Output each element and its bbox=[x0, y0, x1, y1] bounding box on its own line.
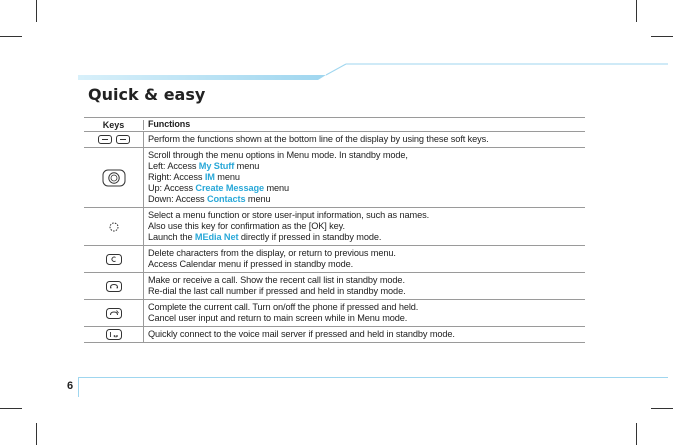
description-line bbox=[148, 172, 585, 183]
description-line bbox=[148, 221, 585, 232]
navigation-key-icon bbox=[84, 148, 144, 207]
functions-column-header: Functions bbox=[148, 119, 191, 129]
row-description bbox=[144, 327, 585, 342]
description-text: Up: Access bbox=[148, 183, 196, 193]
description-text: directly if pressed in standby mode. bbox=[238, 232, 382, 242]
crop-mark bbox=[36, 0, 37, 22]
table-row bbox=[84, 148, 585, 208]
description-line bbox=[148, 134, 585, 145]
crop-mark bbox=[0, 408, 22, 409]
send-key-icon bbox=[84, 273, 144, 299]
description-line bbox=[148, 232, 585, 243]
description-text: Select a menu function or store user-input information, such as names. bbox=[148, 210, 430, 220]
ok-key-icon bbox=[84, 208, 144, 245]
description-line bbox=[148, 275, 585, 286]
description-text: Quickly connect to the voice mail server if pressed and held in standby mode. bbox=[148, 329, 455, 339]
crop-mark bbox=[651, 408, 673, 409]
footer-rule bbox=[78, 377, 668, 378]
description-text: Access Calendar menu if pressed in standby mode. bbox=[148, 259, 354, 269]
footer-divider bbox=[78, 377, 79, 397]
description-text: Cancel user input and return to main screen while in Menu mode. bbox=[148, 313, 408, 323]
crop-mark bbox=[0, 36, 22, 37]
row-description bbox=[144, 148, 585, 207]
description-line bbox=[148, 286, 585, 297]
description-text: Left: Access bbox=[148, 161, 199, 171]
description-text: menu bbox=[245, 194, 271, 204]
description-text: Delete characters from the display, or return to previous menu. bbox=[148, 248, 396, 258]
row-description bbox=[144, 132, 585, 147]
description-line bbox=[148, 210, 585, 221]
header-band bbox=[78, 62, 668, 80]
table-row bbox=[84, 327, 585, 343]
voicemail-key-icon bbox=[84, 327, 144, 342]
description-line bbox=[148, 161, 585, 172]
description-line bbox=[148, 259, 585, 270]
description-text: Right: Access bbox=[148, 172, 205, 182]
description-line bbox=[148, 194, 585, 205]
description-text: Scroll through the menu options in Menu mode. In standby mode, bbox=[148, 150, 408, 160]
description-text: Launch the bbox=[148, 232, 195, 242]
menu-name-highlight: Contacts bbox=[206, 194, 246, 204]
description-line bbox=[148, 329, 585, 340]
description-text: Make or receive a call. Show the recent call list in standby mode. bbox=[148, 275, 405, 285]
row-description bbox=[144, 246, 585, 272]
description-text: menu bbox=[264, 183, 290, 193]
row-description bbox=[144, 300, 585, 326]
menu-name-highlight: IM bbox=[204, 172, 215, 182]
description-line bbox=[148, 248, 585, 259]
description-text: menu bbox=[214, 172, 240, 182]
menu-name-highlight: MEdia Net bbox=[194, 232, 239, 242]
table-row bbox=[84, 273, 585, 300]
description-text: Complete the current call. Turn on/off the phone if pressed and held. bbox=[148, 302, 419, 312]
menu-name-highlight: My Stuff bbox=[198, 161, 235, 171]
table-row bbox=[84, 246, 585, 273]
description-line bbox=[148, 150, 585, 161]
description-text: Also use this key for confirmation as the [OK] key. bbox=[148, 221, 345, 231]
description-text: Down: Access bbox=[148, 194, 207, 204]
keys-column-header: Keys bbox=[84, 120, 144, 130]
end-key-icon bbox=[84, 300, 144, 326]
crop-mark bbox=[36, 423, 37, 445]
crop-mark bbox=[636, 423, 637, 445]
description-text: Perform the functions shown at the bottom line of the display by using these soft keys. bbox=[148, 134, 489, 144]
row-description bbox=[144, 273, 585, 299]
description-text: Re-dial the last call number if pressed and held in standby mode. bbox=[148, 286, 406, 296]
clear-key-icon bbox=[84, 246, 144, 272]
page-title: Quick & easy bbox=[88, 85, 206, 104]
keys-table bbox=[84, 117, 585, 343]
description-line bbox=[148, 302, 585, 313]
description-line bbox=[148, 313, 585, 324]
table-row bbox=[84, 208, 585, 246]
crop-mark bbox=[651, 36, 673, 37]
page-number: 6 bbox=[67, 380, 74, 392]
table-row bbox=[84, 132, 585, 148]
soft-keys-icon bbox=[84, 132, 144, 147]
row-description bbox=[144, 208, 585, 245]
crop-mark bbox=[636, 0, 637, 22]
menu-name-highlight: Create Message bbox=[195, 183, 264, 193]
table-row bbox=[84, 300, 585, 327]
table-header-row bbox=[84, 117, 585, 132]
description-text: menu bbox=[234, 161, 260, 171]
description-line bbox=[148, 183, 585, 194]
